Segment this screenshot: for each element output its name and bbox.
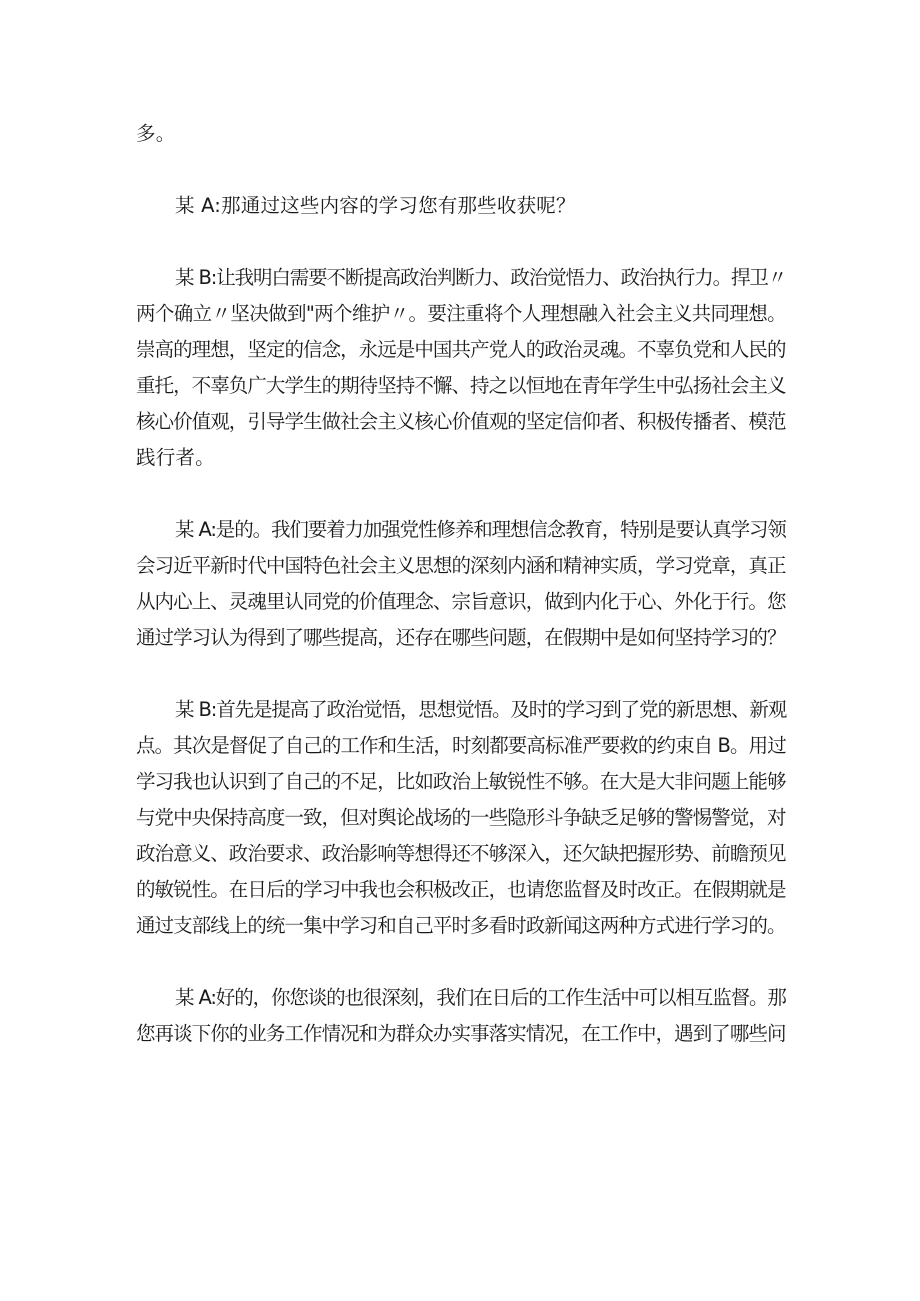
paragraph-gap [136, 656, 786, 692]
paragraph [136, 980, 786, 1052]
text-line: 重托，不辜负广大学生的期待坚持不懈、持之以恒地在青年学生中弘扬社会主义 [136, 374, 786, 397]
paragraph [136, 512, 786, 656]
text-line: 某 B:首先是提高了政治觉悟，思想觉悟。及时的学习到了党的新思想、新观 [175, 698, 787, 721]
paragraph-gap [136, 224, 786, 260]
text-line: 核心价值观，引导学生做社会主义核心价值观的坚定信仰者、积极传播者、模范 [136, 410, 786, 433]
text-line: 践行者。 [136, 446, 215, 469]
text-line: 会习近平新时代中国特色社会主义思想的深刻内涵和精神实质，学习党章，真正 [136, 554, 786, 577]
text-line: 两个确立〃坚决做到"两个维护〃。要注重将个人理想融入社会主义共同理想。 [136, 302, 786, 325]
text-line: 通过学习认为得到了哪些提高，还存在哪些问题，在假期中是如何坚持学习的？ [136, 626, 786, 649]
text-line: 某 B:让我明白需要不断提高政治判断力、政治觉悟力、政治执行力。捍卫〃 [175, 266, 787, 289]
text-line: 崇高的理想，坚定的信念，永远是中国共产党人的政治灵魂。不辜负党和人民的 [136, 338, 786, 361]
paragraph [136, 116, 786, 152]
text-line: 的敏锐性。在日后的学习中我也会积极改正，也请您监督及时改正。在假期就是 [136, 878, 786, 901]
document-body [136, 116, 786, 1052]
paragraph [136, 692, 786, 944]
text-line: 某 A:是的。我们要着力加强党性修养和理想信念教育，特别是要认真学习领 [175, 518, 786, 541]
text-line: 通过支部线上的统一集中学习和自己平时多看时政新闻这两种方式进行学习的。 [136, 914, 786, 937]
text-line: 多。 [136, 122, 176, 145]
paragraph-gap [136, 152, 786, 188]
text-line: 从内心上、灵魂里认同党的价值理念、宗旨意识，做到内化于心、外化于行。您 [136, 590, 786, 613]
text-line: 某 A:那通过这些内容的学习您有那些收获呢？ [175, 194, 576, 217]
text-line: 政治意义、政治要求、政治影响等想得还不够深入，还欠缺把握形势、前瞻预见 [136, 842, 786, 865]
paragraph-gap [136, 944, 786, 980]
text-line: 某 A:好的，你您谈的也很深刻，我们在日后的工作生活中可以相互监督。那 [175, 986, 786, 1009]
paragraph-gap [136, 476, 786, 512]
text-line: 您再谈下你的业务工作情况和为群众办实事落实情况，在工作中，遇到了哪些问 [136, 1022, 786, 1045]
text-line: 学习我也认识到了自己的不足，比如政治上敏锐性不够。在大是大非问题上能够 [136, 770, 786, 793]
text-line: 点。其次是督促了自己的工作和生活，时刻都要高标准严要救的约束自 B。用过 [136, 734, 786, 757]
paragraph [136, 260, 786, 476]
paragraph [136, 188, 786, 224]
text-line: 与党中央保持高度一致，但对舆论战场的一些隐形斗争缺乏足够的警惕警觉，对 [136, 806, 786, 829]
